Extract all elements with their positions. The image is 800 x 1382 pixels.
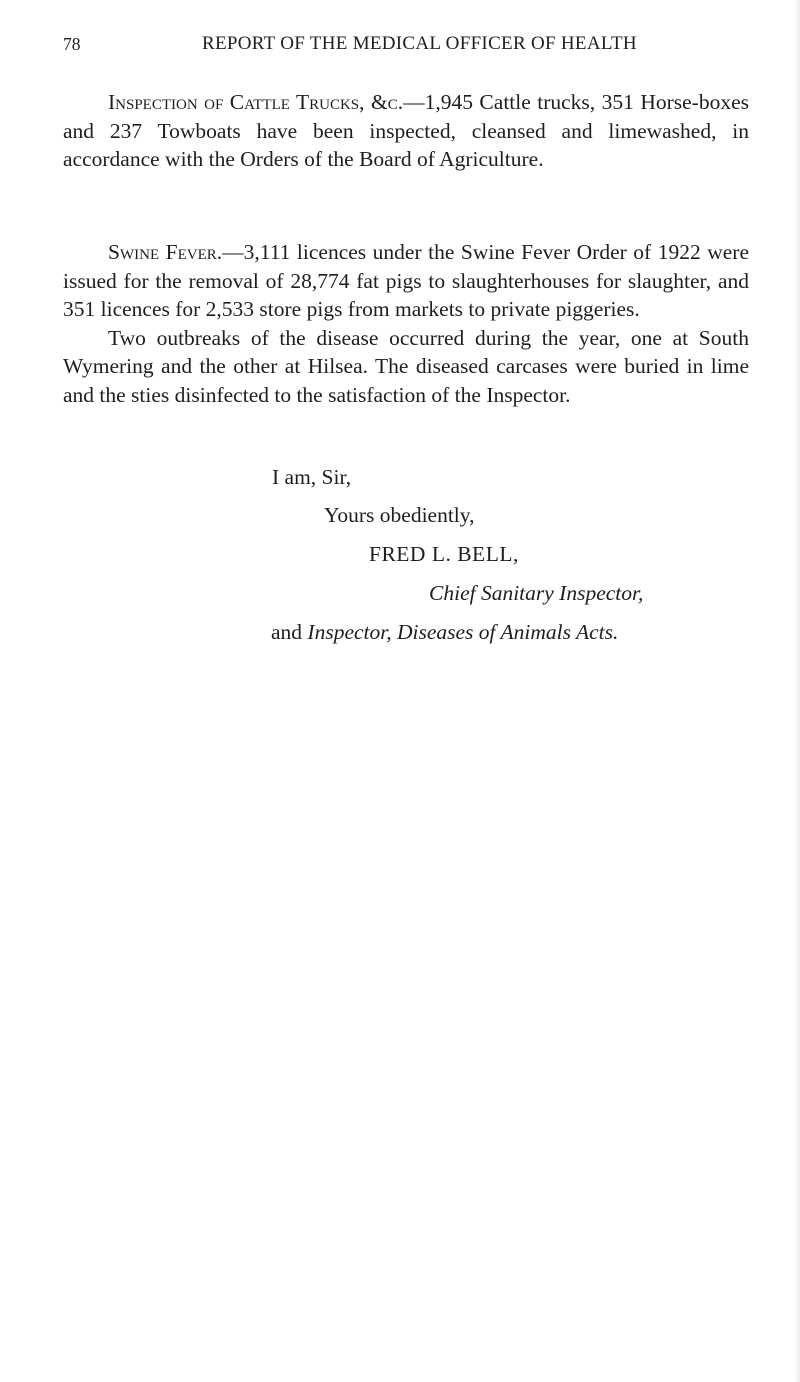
cattle-trucks-paragraph [63,88,749,174]
page-number: 78 [63,34,81,54]
signatory-name: FRED L. BELL, [369,542,519,566]
closing: Yours obediently, [324,503,475,527]
swine-fever-outbreaks-paragraph: Two outbreaks of the disease occurred during the year, one at South Wymering and the other at Hilsea. The diseased carcases were buried in lime and the sties disinfected to the satisfaction of the Inspector. [63,325,749,407]
cattle-trucks-heading: Inspection of Cattle Trucks, &c. [108,90,404,114]
cattle-trucks-section [63,88,749,174]
running-head-title: REPORT OF THE MEDICAL OFFICER OF HEALTH [202,33,637,54]
page-edge-shadow [794,0,800,1382]
salutation: I am, Sir, [272,465,352,489]
running-head [63,34,743,60]
second-title-text: Inspector, Diseases of Animals Acts. [307,620,619,644]
signatory-title: Chief Sanitary Inspector, [429,581,644,605]
cattle-trucks-text: —1,945 Cattle trucks, 351 Horse-boxes and 237 Towboats have been inspected, cleansed and limewashed, in accordance with the Orders of the Board of Agriculture. [63,90,749,171]
signatory-second-title [271,620,618,645]
second-title-prefix: and [271,620,308,644]
swine-fever-text: —3,111 licences under the Swine Fever Order of 1922 were issued for the removal of 28,774 fat pigs to slaughterhouses for slaughter, and 351 licences for 2,533 store pigs from markets to private piggeries. [63,240,749,321]
swine-fever-section [63,238,749,409]
swine-fever-paragraph [63,238,749,324]
swine-fever-heading: Swine Fever. [108,240,223,264]
